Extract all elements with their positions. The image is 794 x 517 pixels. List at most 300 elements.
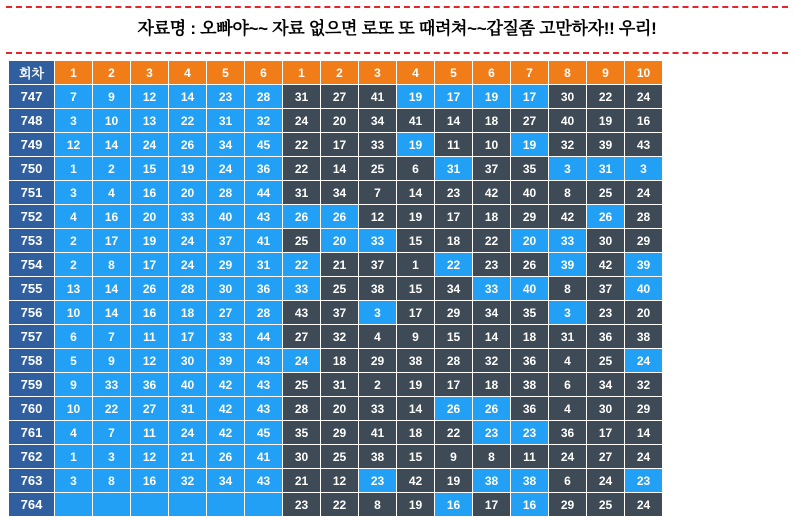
right-number-cell: 31	[435, 157, 473, 181]
right-number-cell: 36	[587, 325, 625, 349]
right-number-cell: 24	[283, 109, 321, 133]
right-number-cell: 31	[549, 325, 587, 349]
right-number-cell: 33	[359, 133, 397, 157]
left-number-cell: 43	[245, 397, 283, 421]
left-number-cell: 24	[207, 157, 245, 181]
table-row	[9, 85, 663, 109]
left-number-cell: 26	[169, 133, 207, 157]
right-number-cell: 28	[435, 349, 473, 373]
left-number-cell: 32	[169, 469, 207, 493]
left-number-cell: 34	[207, 133, 245, 157]
right-number-cell: 22	[283, 133, 321, 157]
right-number-cell: 41	[359, 421, 397, 445]
right-number-cell: 18	[511, 325, 549, 349]
right-number-cell: 6	[549, 373, 587, 397]
left-number-cell: 28	[245, 301, 283, 325]
right-number-cell: 31	[587, 157, 625, 181]
right-number-cell: 30	[587, 229, 625, 253]
right-number-cell: 38	[397, 349, 435, 373]
right-number-cell: 26	[283, 205, 321, 229]
table-row	[9, 469, 663, 493]
table-row	[9, 229, 663, 253]
left-number-cell: 24	[131, 133, 169, 157]
right-number-cell: 22	[587, 85, 625, 109]
right-number-cell: 32	[473, 349, 511, 373]
right-number-cell: 28	[625, 205, 663, 229]
left-number-cell: 1	[55, 157, 93, 181]
right-number-cell: 43	[283, 301, 321, 325]
right-number-cell: 19	[397, 493, 435, 517]
right-number-cell: 17	[321, 133, 359, 157]
right-number-cell: 12	[359, 205, 397, 229]
header-right-7: 7	[511, 61, 549, 85]
left-number-cell: 16	[131, 301, 169, 325]
right-number-cell: 8	[359, 493, 397, 517]
right-number-cell: 43	[625, 133, 663, 157]
left-number-cell: 44	[245, 181, 283, 205]
right-number-cell: 8	[549, 181, 587, 205]
left-number-cell: 32	[245, 109, 283, 133]
left-number-cell: 30	[169, 349, 207, 373]
right-number-cell: 39	[625, 253, 663, 277]
right-number-cell: 18	[321, 349, 359, 373]
right-number-cell: 21	[283, 469, 321, 493]
header-right-3: 3	[359, 61, 397, 85]
right-number-cell: 34	[473, 301, 511, 325]
right-number-cell: 2	[359, 373, 397, 397]
right-number-cell: 33	[549, 229, 587, 253]
round-cell: 749	[9, 133, 55, 157]
left-number-cell: 33	[207, 325, 245, 349]
round-cell: 764	[9, 493, 55, 517]
left-number-cell: 43	[245, 469, 283, 493]
right-number-cell: 27	[511, 109, 549, 133]
right-number-cell: 29	[435, 301, 473, 325]
left-number-cell: 16	[93, 205, 131, 229]
right-number-cell: 18	[397, 421, 435, 445]
right-number-cell: 14	[435, 109, 473, 133]
right-number-cell: 19	[397, 133, 435, 157]
right-number-cell: 24	[625, 445, 663, 469]
right-number-cell: 22	[435, 253, 473, 277]
left-number-cell: 44	[245, 325, 283, 349]
left-number-cell: 28	[169, 277, 207, 301]
table-row	[9, 325, 663, 349]
left-number-cell: 42	[207, 373, 245, 397]
left-number-cell: 23	[207, 85, 245, 109]
left-number-cell: 26	[207, 445, 245, 469]
right-number-cell: 23	[473, 253, 511, 277]
right-number-cell: 3	[549, 301, 587, 325]
left-number-cell	[169, 493, 207, 517]
right-number-cell: 35	[511, 157, 549, 181]
left-number-cell: 12	[55, 133, 93, 157]
right-number-cell: 32	[321, 325, 359, 349]
left-number-cell: 5	[55, 349, 93, 373]
left-number-cell: 2	[55, 253, 93, 277]
left-number-cell: 29	[207, 253, 245, 277]
left-number-cell: 12	[131, 445, 169, 469]
right-number-cell: 33	[359, 229, 397, 253]
table-row	[9, 301, 663, 325]
right-number-cell: 37	[359, 253, 397, 277]
right-number-cell: 20	[321, 109, 359, 133]
table-row	[9, 253, 663, 277]
right-number-cell: 14	[397, 397, 435, 421]
left-number-cell: 3	[55, 109, 93, 133]
round-cell: 761	[9, 421, 55, 445]
right-number-cell: 19	[511, 133, 549, 157]
left-number-cell: 28	[245, 85, 283, 109]
lotto-table-wrap	[8, 60, 663, 517]
left-number-cell: 14	[169, 85, 207, 109]
right-number-cell: 25	[587, 493, 625, 517]
right-number-cell: 34	[359, 109, 397, 133]
right-number-cell: 29	[625, 397, 663, 421]
header-right-1: 1	[283, 61, 321, 85]
left-number-cell: 20	[169, 181, 207, 205]
left-number-cell: 14	[93, 133, 131, 157]
header-row	[9, 61, 663, 85]
left-number-cell: 33	[169, 205, 207, 229]
table-row	[9, 181, 663, 205]
right-number-cell: 20	[321, 229, 359, 253]
right-number-cell: 17	[435, 85, 473, 109]
right-number-cell: 28	[283, 397, 321, 421]
left-number-cell: 28	[207, 181, 245, 205]
left-number-cell	[93, 493, 131, 517]
right-number-cell: 27	[587, 445, 625, 469]
right-number-cell: 40	[549, 109, 587, 133]
left-number-cell: 12	[131, 85, 169, 109]
left-number-cell: 20	[131, 205, 169, 229]
left-number-cell: 7	[93, 421, 131, 445]
header-round: 회차	[9, 61, 55, 85]
right-number-cell: 3	[625, 157, 663, 181]
divider-top	[6, 6, 788, 8]
right-number-cell: 38	[359, 445, 397, 469]
round-cell: 756	[9, 301, 55, 325]
right-number-cell: 16	[511, 493, 549, 517]
right-number-cell: 29	[359, 349, 397, 373]
right-number-cell: 36	[511, 397, 549, 421]
right-number-cell: 29	[549, 493, 587, 517]
right-number-cell: 25	[587, 349, 625, 373]
left-number-cell: 41	[245, 445, 283, 469]
table-row	[9, 349, 663, 373]
right-number-cell: 19	[397, 373, 435, 397]
left-number-cell: 4	[93, 181, 131, 205]
right-number-cell: 22	[283, 253, 321, 277]
right-number-cell: 9	[397, 325, 435, 349]
left-number-cell: 22	[169, 109, 207, 133]
left-number-cell: 7	[55, 85, 93, 109]
page-title: 자료명 : 오빠야~~ 자료 없으면 로또 또 때려쳐~~갑질좀 고만하자!! 우리!	[137, 19, 657, 38]
lotto-table	[8, 60, 663, 517]
right-number-cell: 18	[473, 205, 511, 229]
right-number-cell: 6	[397, 157, 435, 181]
left-number-cell: 42	[207, 397, 245, 421]
left-number-cell: 10	[55, 397, 93, 421]
right-number-cell: 19	[473, 85, 511, 109]
right-number-cell: 23	[473, 421, 511, 445]
right-number-cell: 31	[321, 373, 359, 397]
right-number-cell: 32	[625, 373, 663, 397]
header-left-6: 6	[245, 61, 283, 85]
left-number-cell: 27	[131, 397, 169, 421]
left-number-cell: 12	[131, 349, 169, 373]
right-number-cell: 14	[397, 181, 435, 205]
right-number-cell: 8	[549, 277, 587, 301]
left-number-cell: 17	[169, 325, 207, 349]
right-number-cell: 4	[549, 349, 587, 373]
right-number-cell: 26	[473, 397, 511, 421]
right-number-cell: 17	[397, 301, 435, 325]
left-number-cell: 33	[93, 373, 131, 397]
right-number-cell: 30	[283, 445, 321, 469]
table-row	[9, 493, 663, 517]
right-number-cell: 34	[435, 277, 473, 301]
right-number-cell: 38	[473, 469, 511, 493]
right-number-cell: 24	[625, 493, 663, 517]
left-number-cell: 31	[207, 109, 245, 133]
round-cell: 757	[9, 325, 55, 349]
left-number-cell: 24	[169, 421, 207, 445]
left-number-cell: 39	[207, 349, 245, 373]
left-number-cell: 3	[55, 469, 93, 493]
right-number-cell: 34	[587, 373, 625, 397]
left-number-cell: 45	[245, 421, 283, 445]
right-number-cell: 21	[321, 253, 359, 277]
right-number-cell: 38	[511, 469, 549, 493]
right-number-cell: 24	[625, 85, 663, 109]
left-number-cell: 14	[93, 277, 131, 301]
left-number-cell: 30	[207, 277, 245, 301]
right-number-cell: 35	[511, 301, 549, 325]
right-number-cell: 14	[473, 325, 511, 349]
left-number-cell: 43	[245, 205, 283, 229]
right-number-cell: 17	[473, 493, 511, 517]
right-number-cell: 33	[283, 277, 321, 301]
right-number-cell: 37	[587, 277, 625, 301]
left-number-cell: 7	[93, 325, 131, 349]
right-number-cell: 14	[625, 421, 663, 445]
right-number-cell: 30	[549, 85, 587, 109]
right-number-cell: 42	[397, 469, 435, 493]
header-left-1: 1	[55, 61, 93, 85]
right-number-cell: 15	[397, 229, 435, 253]
right-number-cell: 8	[473, 445, 511, 469]
left-number-cell: 8	[93, 469, 131, 493]
left-number-cell: 41	[245, 229, 283, 253]
right-number-cell: 18	[435, 229, 473, 253]
right-number-cell: 24	[625, 181, 663, 205]
round-cell: 758	[9, 349, 55, 373]
header-right-8: 8	[549, 61, 587, 85]
header-right-4: 4	[397, 61, 435, 85]
right-number-cell: 25	[283, 373, 321, 397]
right-number-cell: 18	[473, 109, 511, 133]
right-number-cell: 17	[511, 85, 549, 109]
left-number-cell: 31	[245, 253, 283, 277]
left-number-cell: 14	[93, 301, 131, 325]
right-number-cell: 10	[473, 133, 511, 157]
left-number-cell: 9	[93, 349, 131, 373]
left-number-cell: 13	[55, 277, 93, 301]
left-number-cell: 36	[131, 373, 169, 397]
left-number-cell: 21	[169, 445, 207, 469]
right-number-cell: 38	[625, 325, 663, 349]
right-number-cell: 4	[549, 397, 587, 421]
right-number-cell: 29	[625, 229, 663, 253]
right-number-cell: 24	[587, 469, 625, 493]
left-number-cell: 10	[55, 301, 93, 325]
right-number-cell: 23	[587, 301, 625, 325]
right-number-cell: 4	[359, 325, 397, 349]
right-number-cell: 1	[397, 253, 435, 277]
divider-bottom	[6, 52, 788, 54]
right-number-cell: 22	[473, 229, 511, 253]
left-number-cell: 3	[93, 445, 131, 469]
left-number-cell: 36	[245, 157, 283, 181]
round-cell: 760	[9, 397, 55, 421]
right-number-cell: 19	[587, 109, 625, 133]
right-number-cell: 20	[625, 301, 663, 325]
left-number-cell: 43	[245, 373, 283, 397]
right-number-cell: 29	[321, 421, 359, 445]
right-number-cell: 3	[359, 301, 397, 325]
right-number-cell: 3	[549, 157, 587, 181]
right-number-cell: 20	[511, 229, 549, 253]
right-number-cell: 23	[283, 493, 321, 517]
table-body	[9, 85, 663, 517]
round-cell: 754	[9, 253, 55, 277]
left-number-cell: 8	[93, 253, 131, 277]
right-number-cell: 41	[359, 85, 397, 109]
right-number-cell: 31	[283, 85, 321, 109]
right-number-cell: 26	[511, 253, 549, 277]
right-number-cell: 22	[321, 493, 359, 517]
right-number-cell: 33	[359, 397, 397, 421]
left-number-cell: 22	[93, 397, 131, 421]
left-number-cell: 17	[131, 253, 169, 277]
left-number-cell: 18	[169, 301, 207, 325]
right-number-cell: 37	[473, 157, 511, 181]
header-right-9: 9	[587, 61, 625, 85]
table-row	[9, 397, 663, 421]
left-number-cell: 11	[131, 421, 169, 445]
left-number-cell: 19	[169, 157, 207, 181]
header-left-2: 2	[93, 61, 131, 85]
right-number-cell: 38	[359, 277, 397, 301]
left-number-cell: 42	[207, 421, 245, 445]
left-number-cell: 36	[245, 277, 283, 301]
left-number-cell: 45	[245, 133, 283, 157]
right-number-cell: 31	[283, 181, 321, 205]
left-number-cell: 10	[93, 109, 131, 133]
right-number-cell: 35	[283, 421, 321, 445]
right-number-cell: 29	[511, 205, 549, 229]
table-row	[9, 421, 663, 445]
right-number-cell: 30	[587, 397, 625, 421]
right-number-cell: 16	[625, 109, 663, 133]
right-number-cell: 23	[359, 469, 397, 493]
right-number-cell: 42	[587, 253, 625, 277]
left-number-cell: 4	[55, 421, 93, 445]
left-number-cell: 17	[93, 229, 131, 253]
table-row	[9, 205, 663, 229]
right-number-cell: 42	[473, 181, 511, 205]
round-cell: 763	[9, 469, 55, 493]
right-number-cell: 17	[435, 373, 473, 397]
right-number-cell: 26	[587, 205, 625, 229]
left-number-cell: 4	[55, 205, 93, 229]
left-number-cell: 9	[93, 85, 131, 109]
round-cell: 762	[9, 445, 55, 469]
right-number-cell: 39	[549, 253, 587, 277]
round-cell: 755	[9, 277, 55, 301]
right-number-cell: 17	[587, 421, 625, 445]
left-number-cell: 6	[55, 325, 93, 349]
right-number-cell: 24	[549, 445, 587, 469]
right-number-cell: 26	[435, 397, 473, 421]
left-number-cell: 37	[207, 229, 245, 253]
right-number-cell: 36	[549, 421, 587, 445]
left-number-cell: 3	[55, 181, 93, 205]
left-number-cell	[207, 493, 245, 517]
right-number-cell: 6	[549, 469, 587, 493]
left-number-cell: 11	[131, 325, 169, 349]
right-number-cell: 15	[397, 277, 435, 301]
left-number-cell: 43	[245, 349, 283, 373]
right-number-cell: 22	[283, 157, 321, 181]
round-cell: 752	[9, 205, 55, 229]
left-number-cell: 40	[169, 373, 207, 397]
right-number-cell: 18	[473, 373, 511, 397]
header-right-2: 2	[321, 61, 359, 85]
right-number-cell: 40	[625, 277, 663, 301]
right-number-cell: 11	[435, 133, 473, 157]
header-right-5: 5	[435, 61, 473, 85]
right-number-cell: 33	[473, 277, 511, 301]
right-number-cell: 11	[511, 445, 549, 469]
left-number-cell: 2	[93, 157, 131, 181]
right-number-cell: 27	[283, 325, 321, 349]
table-row	[9, 157, 663, 181]
round-cell: 759	[9, 373, 55, 397]
right-number-cell: 32	[549, 133, 587, 157]
left-number-cell: 19	[131, 229, 169, 253]
left-number-cell	[55, 493, 93, 517]
right-number-cell: 19	[397, 205, 435, 229]
left-number-cell: 31	[169, 397, 207, 421]
right-number-cell: 23	[435, 181, 473, 205]
table-row	[9, 373, 663, 397]
right-number-cell: 24	[625, 349, 663, 373]
left-number-cell: 26	[131, 277, 169, 301]
right-number-cell: 23	[625, 469, 663, 493]
right-number-cell: 25	[359, 157, 397, 181]
right-number-cell: 15	[435, 325, 473, 349]
table-row	[9, 277, 663, 301]
left-number-cell: 34	[207, 469, 245, 493]
left-number-cell: 13	[131, 109, 169, 133]
header-right-10: 10	[625, 61, 663, 85]
right-number-cell: 38	[511, 373, 549, 397]
left-number-cell: 15	[131, 157, 169, 181]
round-cell: 751	[9, 181, 55, 205]
right-number-cell: 17	[435, 205, 473, 229]
